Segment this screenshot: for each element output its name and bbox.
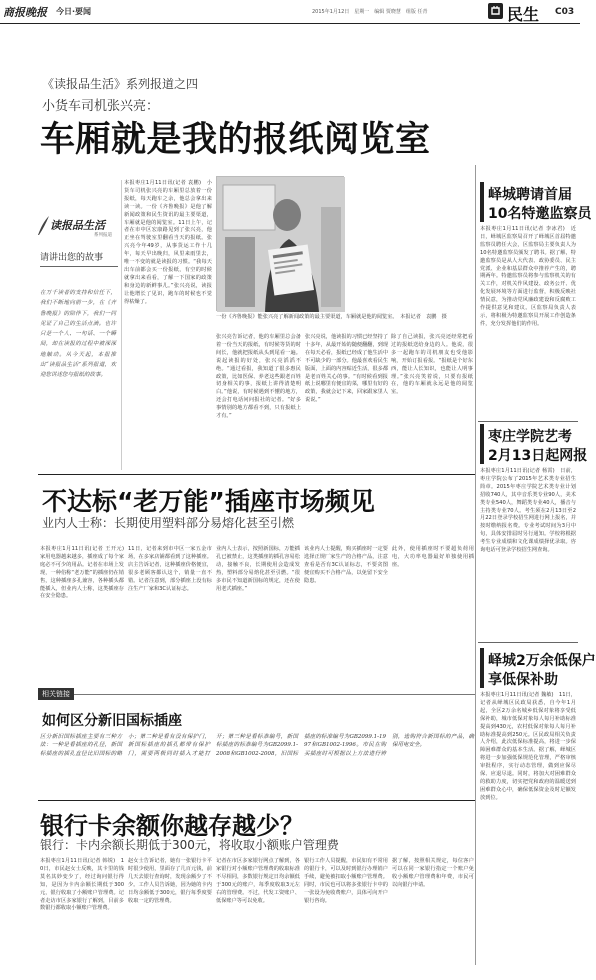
story1-paragraph-1: 本报枣庄1月11日讯(记者 袁鹏) 小货车司机张兴亮的车厢里总放着一份报纸，每天跑车之余，他总会拿出来读一读。一份《齐鲁晚报》是他了解新闻政策和民生资讯的最主要渠道，车厢就是他的阅览室。11日上午，记者在市中区宏康路见到了张兴亮，他正坐在驾驶室里翻看当天的报纸。张兴亮今年49岁，从事货运工作十几年，每天早出晚归，风里来雨里去，唯一不变的就是读报的习惯。“我每天出车前都会买一份报纸，有空的时候就拿出来看看，了解一下国家的政策和身边的新鲜事儿。”张兴亮说，读报让他增长了见识，跑车的时候也不觉得枯燥了。: [124, 180, 212, 305]
right-top-body: 本报枣庄1月11日讯(记者 李冰君) 近日，峄城区监察局召开了峄城区首届特邀监察员聘任大会，区监察局主要负责人为10名特邀监察员颁发了聘书。据了解，特邀监察员是从人大代表、政协委员、民主党派、企业和基层群众中推荐产生的，聘期两年。特邀监察员将参与监察机关的有关工作，对机关作风建设、政务公开、优化发展环境等方面进行监督，积极反映社情民意，为推动党风廉政建设和反腐败工作提供意见和建议。区监察局负责人表示，将积极为特邀监察员开展工作创造条件，充分发挥他们的作用。: [480, 226, 576, 327]
right-top-headline-1: 峄城聘请首届: [488, 187, 572, 203]
series-kicker: 《读报品生活》系列报道之四: [42, 77, 199, 91]
photo-caption: 一份《齐鲁晚报》能张兴亮了解新闻政策的最主要渠道，车厢就是他的阅览室。 本报记者 袁鹏 摄: [216, 314, 447, 320]
divider-story1-left: [121, 180, 122, 470]
right-mid-body: 本报枣庄1月11日讯(记者 杨霄) 日前，枣庄学院公布了2015年艺术类专业招生简章。2015年枣庄学院艺术类专业计划招收740人，其中音乐类专业90人，美术类专业540人，舞蹈类专业40人，播音与主持类专业70人。考生须在2月13日至2月22日登录学校招生网进行网上报名，并按时缴纳报名费。专业考试时间为3月中旬，具体安排届时另行通知。学校将根据考生专业成绩和文化课成绩择优录取。咨询电话可登录学校招生网查询。: [480, 468, 576, 554]
page-number: C03: [555, 7, 575, 17]
section-icon: [488, 3, 503, 19]
photo-driver-reading: [216, 176, 344, 311]
right-top-headline-2: 10名特邀监察员: [488, 206, 592, 222]
series-intro-note: 在万千读者的支持和信任下，我们不断地向前一步，在《齐鲁晚报》的陪伴下，我们一同见证了自己的生活点滴。也许只是一个人、一句话、一个瞬间，却在读报的过程中被深深地触动。从今天起，本报推出“读报品生活”系列报道，欢迎您讲述您与报纸的故事。: [40, 290, 116, 379]
story2-paragraph-3: 业内人士表示，按照新国标，万能插孔已被禁止，这类插座的插孔容易松动，接触不良，长期使用会造成发热，塑料部分易熔化甚至引燃。“很多市民不知道新国标的规定，还在使用老式插座。”: [216, 546, 300, 592]
divider-vertical-right: [475, 165, 476, 965]
story3-subhead: 银行：卡内余额长期低于300元，将收取小额账户管理费: [40, 838, 339, 852]
masthead-date-line: 2015年1月12日 星期一 编辑 贾晓慧 组版 任青: [312, 9, 428, 15]
right-bottom-body: 本报枣庄1月11日讯(记者 魏敏) 11日，记者从峄城区民政局获悉，自今年1月起，全区2万余名城乡低保对象将享受低保补助，城市低保对象每人每月补助标准提高到430元，农村低保对象每人每月补助标准提高到250元。区民政局相关负责人介绍，此次低保标准提高，将进一步保障困难群众的基本生活。据了解，峄城区将进一步加强低保规范化管理，严格审核审批程序，实行动态管理，做到应保尽保、应退尽退。同时，将加大对困难群众的救助力度，切实把党和政府的温暖送到困难群众心中，确保低保资金及时足额发放到位。: [480, 692, 576, 801]
story3-paragraph-1: 本报枣庄1月11日讯(记者 韩锐) 10日，市民赵女士反映，其卡里的钱莫名其妙变少了，经过询问银行得知，是因为卡内余额长期低于300元，银行收取了小额账户管理费。记者走访市区多家银行了解到，目前多数银行都收取小额账户管理费。: [40, 858, 124, 912]
section-name: 民生: [507, 5, 540, 24]
right-bottom-headline-2: 享低保补助: [488, 672, 558, 688]
story1-paragraph-3: 张兴亮说，他读报的习惯已经坚持了十多年，从最开始的随便翻翻，到现在每天必看，报纸已经成了他生活中不可缺少的一部分。他最喜欢看民生版面，上面的内容贴近生活，很多都是老百姓关心的事。“有时候看到报纸上说哪里有便宜的菜，哪里有好的政策，我就会记下来，回家跟家里人说说。”: [305, 334, 389, 404]
story1-paragraph-2: 张兴亮告诉记者，他的车厢里总会备着一份当天的报纸，有时候等货的时间长，他就把报纸从头到尾看一遍。说起读报的好处，张兴亮滔滔不绝。“通过看报，我知道了很多惠民政策，比如医保、养老这些跟老百姓切身相关的事，报纸上讲得清楚明白。”他说，有时候遇到不懂的地方，还会打电话问问报社的记者。“好多事情别的地方都看不到，只有报纸上才有。”: [216, 334, 301, 420]
story3-paragraph-2: 赵女士告诉记者，她有一张银行卡平时很少使用，里面存了几百元钱，前几天去银行查询时，发现余额少了不少。工作人员告诉她，因为她的卡内日均余额低于300元，银行每季度要收取一定的管理费。: [128, 858, 212, 904]
story3-headline: 银行卡余额你越存越少？: [40, 812, 304, 840]
story2-paragraph-5: 此外，使用插座时不要超负荷用电，大功率电器最好单独使用插座。: [392, 546, 474, 568]
badge-title: 读报品生活: [50, 219, 105, 232]
right-bottom-bar: [480, 648, 484, 688]
badge-caption: 请讲出您的故事: [40, 253, 104, 263]
right-mid-headline-1: 枣庄学院艺考: [488, 429, 572, 445]
related-body: 区分新旧国标插座主要有三种方法：一种是看插座的孔径，新国标插座的插孔直径比旧国标的略小；第二种是看有没有保护门，新国标插座的插孔都带有保护门，需要两极同时插入才能打开；第三种是看标准编号，新国标插座的标准编号为GB2099.1-2008和GB1002-2008，旧国标插座的标准编号为GB2099.1-1997和GB1002-1996。市民在购买插座时可根据以上方法进行辨别，选购符合新国标的产品，确保用电安全。: [40, 734, 474, 757]
story2-paragraph-1: 本报枣庄1月11日讯(记者 王开元) 家用电器越来越多，插座成了每个家庭必不可少的用品。记者在市场上发现，一种俗称“老万能”的插座仍在销售，这种插座多孔兼容，各种插头都能插入，但业内人士称，这类插座存在安全隐患。: [40, 546, 130, 600]
story2-paragraph-4: 该业内人士提醒，购买插座时一定要选择正规厂家生产的合格产品，注意查看是否有3C认证标志，不要贪图便宜购买不合格产品，以免留下安全隐患。: [304, 546, 388, 584]
right-top-bar: [480, 182, 484, 222]
quill-icon: [36, 215, 50, 237]
right-mid-headline-2: 2月13日起网报: [488, 448, 588, 464]
divider-right-2: [478, 642, 578, 643]
story2-headline: 不达标“老万能”插座市场频见: [42, 487, 375, 516]
divider-right-1: [478, 421, 578, 422]
story3-paragraph-4: 银行工作人员提醒，市民如有不常用的银行卡，可以及时到银行办理销户手续，避免被扣取小额账户管理费。同时，市民也可以将多张银行卡中的一张设为免收费账户，具体可向开户银行咨询。: [304, 858, 388, 904]
series-subtitle: 小货车司机张兴亮：: [42, 99, 160, 114]
related-label: 相关链接: [38, 688, 74, 700]
divider-story1-bottom: [38, 474, 475, 475]
story3-paragraph-3: 记者在市区多家银行网点了解到，各家银行对小额账户管理费的收取标准不尽相同，多数银行规定日均余额低于300元的账户，每季度收取3元左右的管理费。不过，代发工资账户、低保账户等可以免收。: [216, 858, 300, 904]
story1-paragraph-4: 除了自己读报，张兴亮还经常把看过的报纸送给身边的人。他说，很多一起跑车的司机朋友也受他影响，开始订报看报。“报纸是个好东西，能让人长知识，也能让人明事理。”张兴亮笑着说，只要有报纸在，他的车厢就永远是他的阅览室。: [391, 334, 473, 396]
story2-subhead: 业内人士称：长期使用塑料部分易熔化甚至引燃: [42, 516, 295, 530]
masthead-section-page: 今日·要闻: [56, 7, 92, 16]
right-mid-bar: [480, 424, 484, 464]
badge-rule: [40, 266, 118, 267]
story2-paragraph-2: 11日，记者来到市中区一家五金市场，在多家店铺都看到了这种插座。店主告诉记者，这种插座价格便宜，很多老顾客都认这个，销量一直不错。记者注意到，部分插座上没有标注生产厂家和3C认证标志。: [128, 546, 212, 592]
divider-story3-top: [38, 800, 475, 801]
related-headline: 如何区分新旧国标插座: [42, 713, 182, 729]
right-bottom-headline-1: 峄城2万余低保户: [488, 653, 596, 669]
series-headline: 车厢就是我的报纸阅览室: [40, 120, 431, 160]
masthead: [0, 0, 580, 24]
story3-paragraph-5: 据了解，按照相关规定，每位客户可以在同一家银行指定一个账户免收小额账户管理费和年费，市民可以向银行申请。: [392, 858, 474, 888]
badge-sub: 系列报道: [94, 233, 112, 238]
masthead-logo: 商报晚报: [3, 6, 47, 19]
divider-related-top: [38, 694, 475, 695]
series-badge: [36, 215, 118, 241]
